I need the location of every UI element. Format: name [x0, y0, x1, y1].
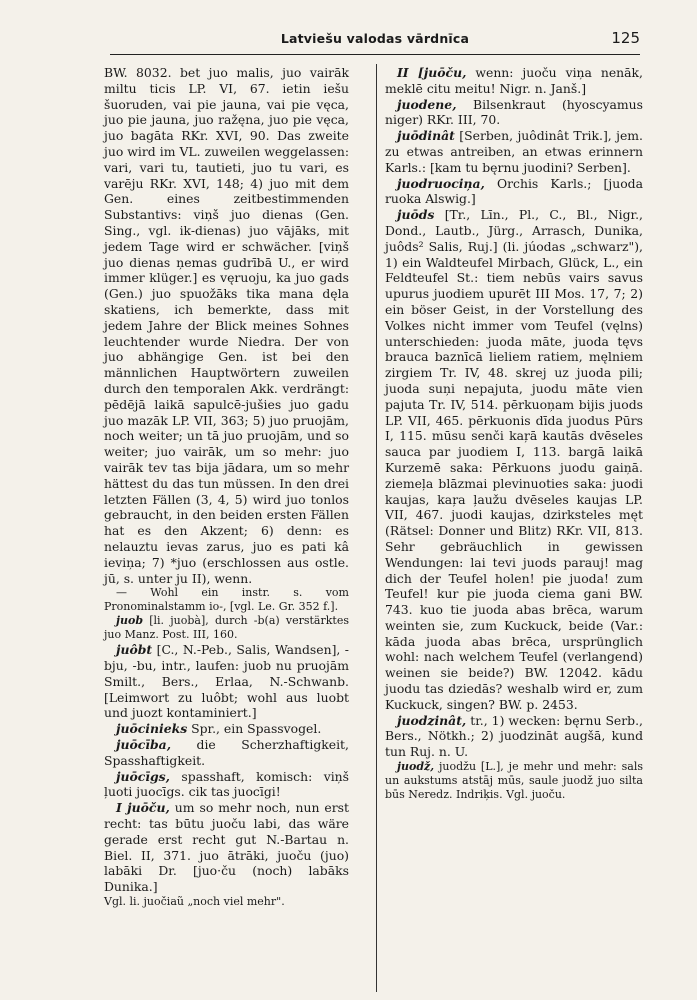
entry-text: [li. juobà], durch -b(a) verstärktes juo Manz. Post. III, 160. — [104, 614, 349, 642]
headword: juōdinât — [397, 128, 455, 144]
entry-text: Vgl. li. juočiaũ „noch viel mehr". — [104, 895, 285, 909]
entry-juodz — [385, 760, 643, 802]
headword: juob — [116, 614, 144, 628]
page-header — [110, 24, 640, 55]
headword: juôbt — [116, 642, 153, 658]
headword: juōds — [397, 207, 435, 223]
headword: juodž, — [397, 760, 435, 774]
entry-text: [Tr., Līn., Pl., C., Bl., Nigr., Dond., Lautb., Jürg., Arrasch, Dunika, juôds² Salis, Ruj.] (li. júodas „schwarz"), 1) ein Waldteufel Mirbach, Glück, L., ein Feldteufel St.: tiem nebūs vairs savus upurus juodiem upurēt III Mos. 17, 7; 2) ein böser Geist, in der Vorstellung des Volkes nicht immer vom Teufel (vęlns) unterschieden: juoda māte, juoda tęvs brauca baznīcā lieliem ratiem, męlniem zirgiem Tr. IV, 48. skrej uz juoda pili; juoda suņi nepajuta, juodu māte vien pajuta Tr. IV, 514. pērkuoņam bijis juods LP. VII, 465. pērkuonis dīda juodus Pūrs I, 115. mūsu senči kaŗā kautās dvēseles sauca par juodiem I, 113. bargā laikā Kurzemē saka: Pērkuons juodu gaiņā. ziemeļa blāzmai plevinuoties saka: juodi kaujas, kaŗa ļaužu dvēseles kaujas LP. VII, 467. juodi kaujas, dzirksteles męt (Rätsel: Donner und Blitz) RKr. VII, 813. Sehr gebräuchlich in gewissen Wendungen: lai tevi juods parauj! mag dich der Teufel holen! pie juoda! zum Teufel! kur pie juoda ciema gani BW. 743. kuo tie juoda abas brēca, warum weinten sie, zum Kuckuck, beide (Var.: kāda juoda abas brēca, ursprünglich wohl: nach welchem Teufel (verlangend) weinen sie beide?) BW. 12042. kādu juodu tas dziedās? weshalb wird er, zum Kuckuck, singen? BW. p. 2453. — [385, 207, 643, 712]
entry-juocinieks — [104, 721, 349, 737]
headword: I juōču, — [116, 800, 170, 816]
entry-juodruocina — [385, 176, 643, 208]
entry-text: die Scherzhaftigkeit, Spasshaftigkeit. — [104, 737, 349, 768]
entry-text: Bilsenkraut (hyoscyamus niger) RKr. III, 70. — [385, 96, 643, 128]
entry-continuation — [104, 65, 349, 586]
etymology-note — [104, 895, 349, 909]
entry-juobt — [104, 642, 349, 721]
headword: juōcinieks — [116, 721, 188, 737]
entry-text: Orchis Karls.; [juoda ruoka Alswig.] — [385, 175, 643, 207]
headword: II [juōču, — [397, 65, 467, 80]
entry-juocu-1 — [104, 800, 349, 895]
entry-juocigs — [104, 769, 349, 801]
entry-juodzinat — [385, 713, 643, 760]
entry-text: Spr., ein Spassvogel. — [191, 721, 322, 737]
entry-text: wenn: juoču viņa nenāk, meklē citu meitu! Nigr. n. Janš.] — [385, 65, 643, 96]
entry-text: tr., 1) wecken: bęrnu Serb., Bers., Nötkh.; 2) juodzināt augšā, kund tun Ruj. n. U. — [385, 712, 643, 760]
entry-juociba — [104, 737, 349, 769]
entry-juodene — [385, 97, 643, 129]
page-number: 125 — [611, 29, 640, 47]
entry-text: — Wohl ein instr. s. vom Pronominalstamm io-, [vgl. Le. Gr. 352 f.]. — [104, 586, 349, 614]
entry-juodinat — [385, 128, 643, 175]
entry-text: juodžu [L.], je mehr und mehr: sals un aukstums atstāj mūs, saule juodž juo silta būs Neredz. Indriķis. Vgl. juoču. — [385, 760, 643, 802]
entry-text: [Serben, juôdinât Trik.], jem. zu etwas antreiben, an etwas erinnern Karls.: [kam tu bęrnu juodini? Serben]. — [385, 128, 643, 175]
entry-juob — [104, 614, 349, 642]
etymology-note — [104, 586, 349, 614]
headword: juodruociņa, — [397, 175, 485, 191]
headword: juodzinât, — [397, 712, 467, 728]
headword: juōcīgs, — [116, 768, 170, 784]
left-column — [104, 65, 349, 909]
entry-juocu-2 — [385, 65, 643, 97]
right-column — [385, 65, 643, 802]
entry-text: um so mehr noch, nun erst recht: tas būtu juoču labi, das wäre gerade erst recht gut N.-Bartau n. Biel. II, 371. juo ātrāki, juoču (juo) labāki Dr. [juo·ču (noch) labāks Dunika.] — [104, 800, 350, 895]
entry-text: BW. 8032. bet juo malis, juo vairāk miltu ticis LP. VI, 67. ietin iešu šuoruden, vai pie jauna, vai pie vęca, juo pie jauna, juo ražęna, juo pie vęca, juo bagāta RKr. XVI, 90. Das zweite juo wird im VL. zuweilen weggelassen: vari, vari tu, tautieti, juo tu vari, es varēju RKr. XVI, 148; 4) juo mit dem Gen. eines zeitbestimmenden Substantivs: viņš juo dienas (Gen. Sing., vgl. ik-dienas) juo vājāks, mit jedem Tage wird er schwächer. [viņš juo dienas ņemas gudrībā U., er wird immer klüger.] es vęruoju, ka juo gads (Gen.) juo spuožāks tika mana dęla skatiens, ich bemerkte, dass mit jedem Jahre der Blick meines Sohnes leuchtender wurde Niedra. Der von juo abhängige Gen. ist bei den männlichen Hauptwörtern zuweilen durch den temporalen Akk. verdrängt: pēdējā laikā sapulcē-jušies juo gadu juo mazāk LP. VII, 363; 5) juo pruojām, noch weiter; un tā juo pruojām, und so weiter; juo vairāk, um so mehr: juo vairāk tev tas bija jādara, um so mehr hättest du das tun müssen. In den drei letzten Fällen (3, 4, 5) wird juo tonlos gebraucht, in den beiden ersten Fällen hat es den Akzent; 6) denn: es nelauztu ievas zarus, juo es pati kâ ieviņa; 7) *juo (erschlossen aus ostle. jū, s. unter ju II), wenn. — [104, 65, 349, 586]
entry-text: spasshaft, komisch: viņš ļuoti juocīgs. cik tas juocīgi! — [104, 768, 349, 800]
running-title: Latviešu valodas vārdnīca — [280, 31, 470, 46]
headword: juodene, — [397, 96, 457, 112]
entry-juods — [385, 207, 643, 713]
column-divider — [376, 64, 377, 992]
headword: juōcība, — [116, 737, 172, 753]
entry-text: [C., N.-Peb., Salis, Wandsen], -bju, -bu, intr., laufen: juob nu pruojām Smilt., Bers., Erlaa, N.-Schwanb. [Leimwort zu luôbt; wohl aus luobt und juozt kontaminiert.] — [104, 642, 349, 721]
